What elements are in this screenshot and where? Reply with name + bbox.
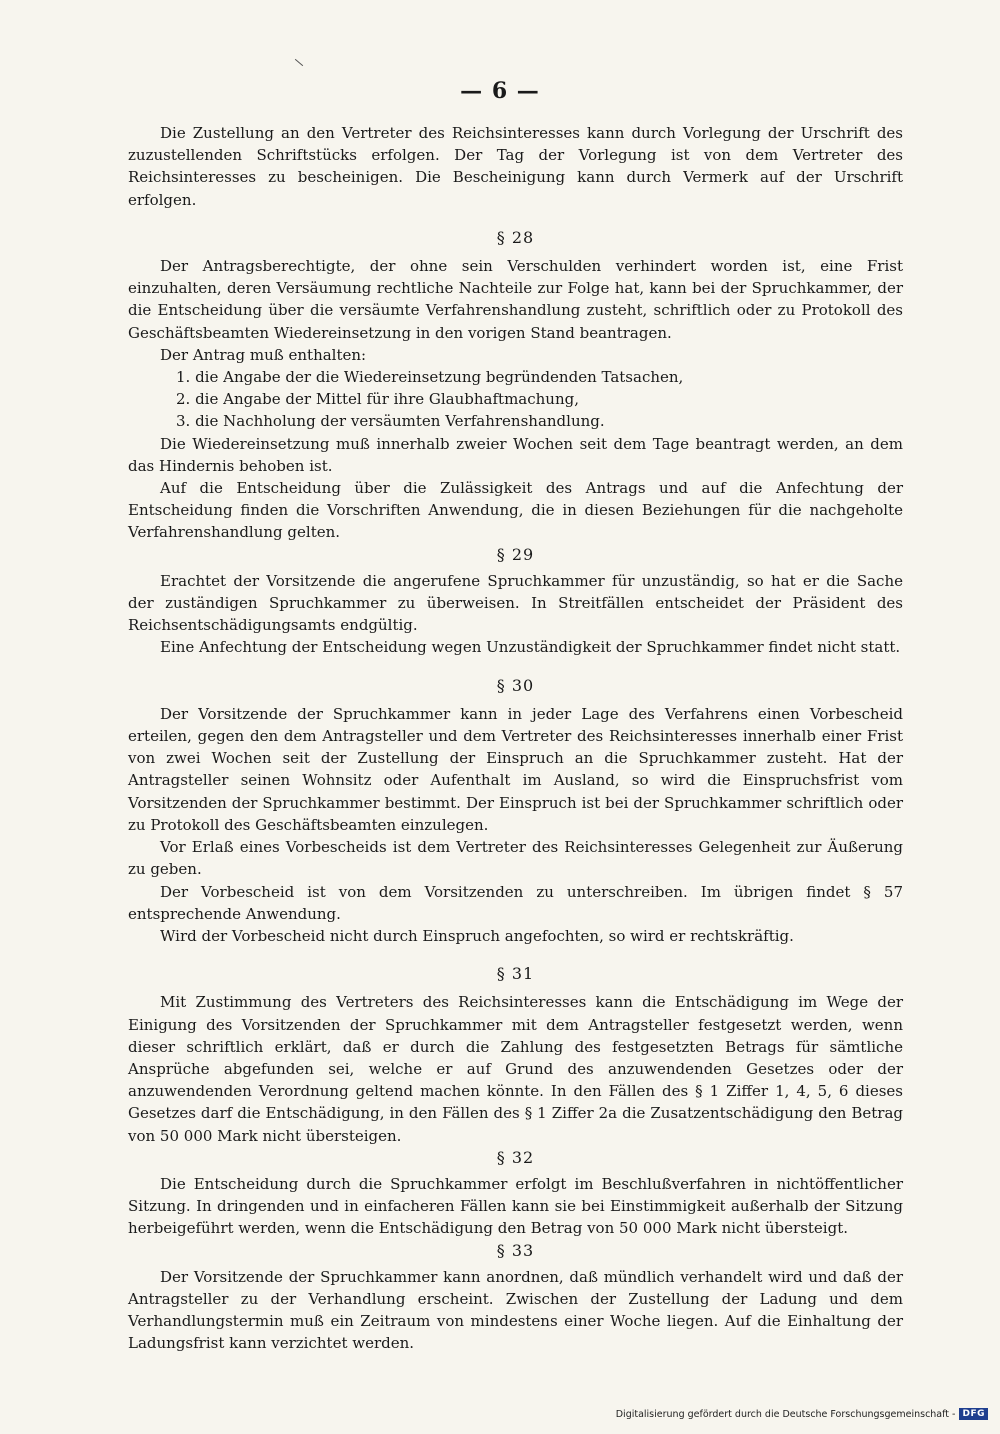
paragraph: Die Wiedereinsetzung muß innerhalb zweier Wochen seit dem Tage beantragt werden, an dem das Hindernis behoben ist. bbox=[128, 434, 903, 475]
paragraph: Die Entscheidung durch die Spruchkammer erfolgt im Beschlußverfahren in nichtöffentlicher Sitzung. In dringenden und in einfacheren Fällen kann sie bei Einstimmigkeit außerhalb der Sitzung herbeigeführt werden, wenn die Entschädigung den Betrag von 50 000 Mark nicht übersteigt. bbox=[128, 1174, 903, 1238]
section-heading-32: § 32 bbox=[496, 1147, 535, 1167]
paragraph: Mit Zustimmung des Vertreters des Reichsinteresses kann die Entschädigung im Wege der Einigung des Vorsitzenden der Spruchkammer mit dem Antragsteller festgesetzt werden, wenn dieser schriftlich erklärt, daß er durch die Zahlung des festgesetzten Betrags für sämtliche Ansprüche abgefunden sei, welche er auf Grund des anzuwendenden Gesetzes oder der anzuwendenden Verordnung geltend machen könnte. In den Fällen des § 1 Ziffer 1, 4, 5, 6 dieses Gesetzes darf die Entschädigung, in den Fällen des § 1 Ziffer 2a die Zusatzentschädigung den Betrag von 50 000 Mark nicht übersteigen. bbox=[128, 993, 903, 1145]
stray-mark bbox=[295, 59, 303, 66]
section-heading-29: § 29 bbox=[496, 544, 535, 564]
list-item: 2. die Angabe der Mittel für ihre Glaubhaftmachung, bbox=[176, 390, 579, 409]
paragraph: Vor Erlaß eines Vorbescheids ist dem Vertreter des Reichsinteresses Gelegenheit zur Äußerung zu geben. bbox=[128, 838, 903, 879]
document-body bbox=[128, 122, 903, 1355]
paragraph: Wird der Vorbescheid nicht durch Einspruch angefochten, so wird er rechtskräftig. bbox=[160, 926, 794, 945]
paragraph: Der Antrag muß enthalten: bbox=[160, 345, 367, 364]
paragraph: Der Vorsitzende der Spruchkammer kann anordnen, daß mündlich verhandelt wird und daß der Antragsteller zu der Verhandlung erscheint. Zwischen der Zustellung der Ladung und dem Verhandlungstermin muß ein Zeitraum von mindestens einer Woche liegen. Auf die Einhaltung der Ladungsfrist kann verzichtet werden. bbox=[128, 1267, 903, 1353]
requirements-list bbox=[128, 366, 903, 433]
digitization-credit bbox=[616, 1408, 988, 1420]
list-item: 1. die Angabe der die Wiedereinsetzung begründenden Tatsachen, bbox=[176, 368, 684, 387]
section-heading-33: § 33 bbox=[496, 1240, 535, 1260]
paragraph: Auf die Entscheidung über die Zulässigkeit des Antrags und auf die Anfechtung der Entscheidung finden die Vorschriften Anwendung, die in diesen Beziehungen für die nachgeholte Verfahrenshandlung gelten. bbox=[128, 479, 903, 542]
paragraph: Erachtet der Vorsitzende die angerufene Spruchkammer für unzuständig, so hat er die Sache der zuständigen Spruchkammer zu überweisen. In Streitfällen entscheidet der Präsident des Reichsentschädigungsamts endgültig. bbox=[128, 571, 903, 635]
section-heading-30: § 30 bbox=[496, 675, 535, 695]
paragraph: Der Vorsitzende der Spruchkammer kann in jeder Lage des Verfahrens einen Vorbescheid erteilen, gegen den dem Antragsteller und dem Vertreter des Reichsinteresses innerhalb einer Frist von zwei Wochen seit der Zustellung der Einspruch an die Spruchkammer zusteht. Hat der Antragsteller seinen Wohnsitz oder Aufenthalt im Ausland, so wird die Einspruchsfrist vom Vorsitzenden der Spruchkammer bestimmt. Der Einspruch ist bei der Spruchkammer schriftlich oder zu Protokoll des Geschäftsbeamten einzulegen. bbox=[128, 704, 903, 834]
section-heading-28: § 28 bbox=[496, 227, 535, 247]
section-heading-31: § 31 bbox=[496, 964, 535, 984]
dfg-logo: DFG bbox=[959, 1408, 988, 1420]
paragraph: Eine Anfechtung der Entscheidung wegen Unzuständigkeit der Spruchkammer findet nicht statt. bbox=[160, 638, 901, 657]
paragraph: Der Vorbescheid ist von dem Vorsitzenden zu unterschreiben. Im übrigen findet § 57 entsprechende Anwendung. bbox=[128, 882, 903, 923]
intro-paragraph: Die Zustellung an den Vertreter des Reichsinteresses kann durch Vorlegung der Urschrift des zuzustellenden Schriftstücks erfolgen. Der Tag der Vorlegung ist von dem Vertreter des Reichsinteresses zu bescheinigen. Die Bescheinigung kann durch Vermerk auf der Urschrift erfolgen. bbox=[128, 124, 903, 209]
list-item: 3. die Nachholung der versäumten Verfahrenshandlung. bbox=[176, 412, 605, 431]
page-number: — 6 — bbox=[460, 78, 540, 104]
paragraph: Der Antragsberechtigte, der ohne sein Verschulden verhindert worden ist, eine Frist einzuhalten, deren Versäumung rechtliche Nachteile zur Folge hat, kann bei der Spruchkammer, der die Entscheidung über die versäumte Verfahrenshandlung zusteht, schriftlich oder zu Protokoll des Geschäftsbeamten Wiedereinsetzung in den vorigen Stand beantragen. bbox=[128, 257, 903, 342]
credit-text: Digitalisierung gefördert durch die Deutsche Forschungsgemeinschaft - bbox=[615, 1408, 956, 1420]
